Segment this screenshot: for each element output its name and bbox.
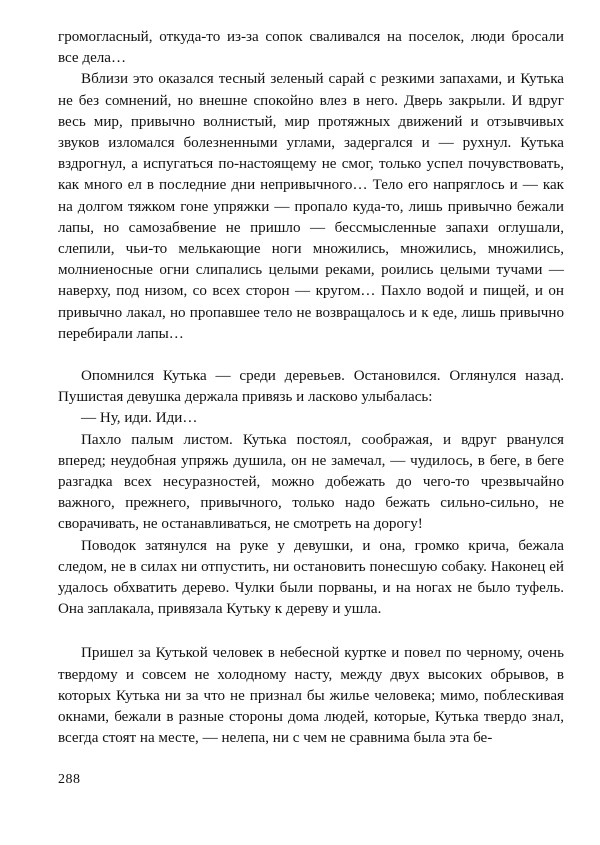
text-section-3	[58, 643, 564, 749]
paragraph: громогласный, откуда-то из-за сопок сваливался на поселок, люди бросали все дела…	[58, 29, 564, 67]
paragraph: Пришел за Кутькой человек в небесной куртке и повел по черному, очень твердому и совсем не холодному насту, между двух высоких обрывов, в которых Кутька ни за что не признал бы жилье человека; мимо, поблескивая окнами, бежали в разные стороны дома людей, которые, Кутька твердо знал, всегда стоят на месте, — нелепа, ни с чем не сравнима была эта бе-	[58, 645, 564, 747]
paragraph: Поводок затянулся на руке у девушки, и она, громко крича, бежала следом, не в силах ни отпустить, ни остановить понесшую собаку. Наконец ей удалось обхватить дерево. Чулки были порваны, и на ногах не было туфель. Она заплакала, привязала Кутьку к дереву и ушла.	[58, 537, 564, 618]
paragraph: Пахло палым листом. Кутька постоял, соображая, и вдруг рванулся вперед; неудобная упряжь душила, он не замечал, — чудилось, в беге, в беге разгадка всех несуразностей, можно добежать до чего-то чрезвычайно важного, прежнего, привычного, только надо бежать сильно-сильно, не сворачивать, не останавливаться, не смотреть на дорогу!	[58, 431, 564, 533]
paragraph: — Ну, иди. Иди…	[81, 410, 198, 427]
paragraph: Вблизи это оказался тесный зеленый сарай с резкими запахами, и Кутька не без сомнений, но внешне спокойно влез в него. Дверь закрыли. И вдруг весь мир, привычно волнистый, мир протяжных движений и отзывчивых звуков изломался болезненными углами, задергался и — рухнул. Кутька вздрогнул, а испугаться по-настоящему не смог, только успел почувствовать, как много ел в последние дни непривычного… Тело его напряглось и — как на долгом тяжком гоне упряжки — пропало куда-то, лишь привычно бежали лапы, но самозабвение не пришло — бессмысленные запахи оглушали, слепили, чьи-то мелькающие ноги множились, множились, множились, молниеносные огни слипались целыми реками, роились целыми тучами — наверху, под низом, со всех сторон — кругом… Пахло водой и пищей, и он привычно лакал, но пропавшее тело не возвращалось и к еде, лишь привычно перебирали лапы…	[58, 71, 564, 342]
text-section-1	[58, 27, 564, 345]
text-section-2	[58, 366, 564, 620]
page-number: 288	[58, 772, 81, 787]
paragraph: Опомнился Кутька — среди деревьев. Остановился. Оглянулся назад. Пушистая девушка держала привязь и ласково улыбалась:	[58, 368, 564, 406]
